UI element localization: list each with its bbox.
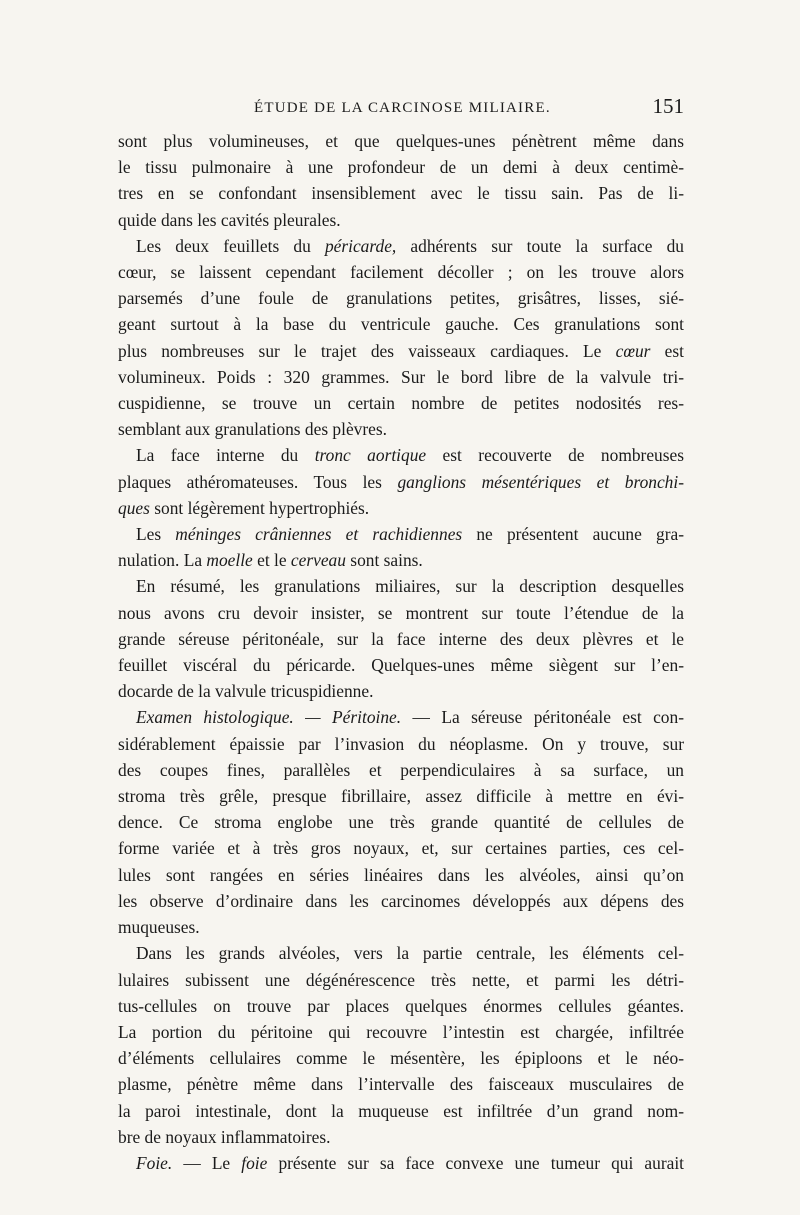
italic-text: moelle [206, 550, 253, 571]
text-run: parsemés d’une foule de granulations petites, grisâtres, lisses, sié- [118, 288, 684, 309]
text-run: quide dans les cavités pleurales. [118, 209, 341, 230]
text-run: Les deux feuillets du [136, 235, 325, 256]
text-run: tres en se confondant insensiblement avec le tissu sain. Pas de li- [118, 183, 684, 204]
text-run: cuspidienne, se trouve un certain nombre de petites nodosités res- [118, 393, 684, 414]
text-line [118, 390, 684, 416]
text-line [118, 180, 684, 206]
text-line [118, 678, 684, 704]
text-run: — Le [172, 1152, 242, 1173]
text-line [118, 573, 684, 599]
text-line [118, 1071, 684, 1097]
text-line [118, 442, 684, 468]
text-line [118, 914, 684, 940]
text-run: lulaires subissent une dégénérescence très nette, et parmi les détri- [118, 969, 684, 990]
text-line [118, 940, 684, 966]
text-run: sont légèrement hypertrophiés. [149, 497, 370, 518]
page-number: 151 [652, 94, 684, 118]
text-run: plasme, pénètre même dans l’intervalle des faisceaux musculaires de [118, 1074, 684, 1095]
text-run: plus nombreuses sur le trajet des vaisseaux cardiaques. Le [118, 340, 616, 361]
text-run: feuillet viscéral du péricarde. Quelques-unes même siègent sur l’en- [118, 655, 684, 676]
text-run: La face interne du [136, 445, 315, 466]
text-line [118, 731, 684, 757]
text-run: En résumé, les granulations miliaires, sur la description desquelles [136, 576, 684, 597]
text-run: Dans les grands alvéoles, vers la partie centrale, les éléments cel- [136, 943, 684, 964]
italic-text: cœur [615, 340, 651, 361]
text-line [118, 626, 684, 652]
page-header [118, 96, 684, 126]
text-line [118, 495, 684, 521]
text-run: stroma très grêle, presque fibrillaire, assez difficile à mettre en évi- [118, 786, 684, 807]
text-run: volumineux. Poids : 320 grammes. Sur le bord libre de la valvule tri- [118, 366, 684, 387]
text-line [118, 547, 684, 573]
italic-text: foie [241, 1152, 268, 1173]
text-run: bre de noyaux inflammatoires. [118, 1126, 331, 1147]
text-line [118, 207, 684, 233]
italic-text: Examen histologique. — Péritoine. [136, 707, 402, 728]
italic-text: péricarde, [324, 235, 397, 256]
text-line [118, 1098, 684, 1124]
text-line [118, 338, 684, 364]
italic-text: Foie. [136, 1152, 173, 1173]
text-run: La portion du péritoine qui recouvre l’intestin est chargée, infiltrée [118, 1021, 684, 1042]
text-run: semblant aux granulations des plèvres. [118, 419, 388, 440]
text-run: la paroi intestinale, dont la muqueuse est infiltrée d’un grand nom- [118, 1100, 684, 1121]
text-line [118, 809, 684, 835]
running-title: ÉTUDE DE LA CARCINOSE MILIAIRE. [254, 100, 551, 116]
text-run: est [650, 340, 684, 361]
text-line [118, 652, 684, 678]
text-run: nous avons cru devoir insister, se montrent sur toute l’étendue de la [118, 602, 684, 623]
text-run: plaques athéromateuses. Tous les [118, 471, 398, 492]
text-run: présente sur sa face convexe une tumeur qui aurait [267, 1152, 685, 1173]
text-line [118, 259, 684, 285]
text-line [118, 128, 684, 154]
italic-text: ganglions mésentériques et bronchi- [397, 471, 684, 492]
text-line [118, 233, 684, 259]
italic-text: cerveau [290, 550, 346, 571]
italic-text: tronc aortique [314, 445, 427, 466]
italic-text: ques [118, 497, 150, 518]
text-line [118, 364, 684, 390]
text-run: forme variée et à très gros noyaux, et, sur certaines parties, ces cel- [118, 838, 684, 859]
text-line [118, 704, 684, 730]
text-run: docarde de la valvule tricuspidienne. [118, 681, 374, 702]
text-line [118, 416, 684, 442]
text-line [118, 967, 684, 993]
text-run: nulation. La [118, 550, 207, 571]
text-line [118, 835, 684, 861]
text-line [118, 993, 684, 1019]
italic-text: méninges crâniennes et rachidiennes [175, 524, 463, 545]
text-line [118, 757, 684, 783]
text-run: cœur, se laissent cependant facilement décoller ; on les trouve alors [118, 262, 684, 283]
text-line [118, 1150, 684, 1176]
text-line [118, 521, 684, 547]
text-run: sont sains. [345, 550, 423, 571]
text-run: geant surtout à la base du ventricule gauche. Ces granulations sont [118, 314, 684, 335]
text-line [118, 862, 684, 888]
text-line [118, 783, 684, 809]
text-run: ne présentent aucune gra- [462, 524, 684, 545]
text-line [118, 1045, 684, 1071]
text-line [118, 285, 684, 311]
text-run: d’éléments cellulaires comme le mésentère, les épiploons et le néo- [118, 1048, 684, 1069]
text-line [118, 469, 684, 495]
text-run: les observe d’ordinaire dans les carcinomes développés aux dépens des [118, 890, 684, 911]
text-line [118, 1019, 684, 1045]
text-run: tus-cellules on trouve par places quelques énormes cellules géantes. [118, 995, 684, 1016]
text-run: est recouverte de nombreuses [426, 445, 684, 466]
text-line [118, 1124, 684, 1150]
text-run: dence. Ce stroma englobe une très grande quantité de cellules de [118, 812, 684, 833]
text-run: Les [136, 524, 176, 545]
text-run: sont plus volumineuses, et que quelques-unes pénètrent même dans [118, 131, 684, 151]
text-run: le tissu pulmonaire à une profondeur de un demi à deux centimè- [118, 157, 684, 178]
text-run: grande séreuse péritonéale, sur la face interne des deux plèvres et le [118, 628, 684, 649]
text-run: adhérents sur toute la surface du [396, 235, 685, 256]
body-text [118, 128, 684, 1176]
text-run: lules sont rangées en séries linéaires dans les alvéoles, ainsi qu’on [118, 864, 684, 885]
text-line [118, 888, 684, 914]
text-line [118, 311, 684, 337]
text-run: et le [252, 550, 291, 571]
text-run: sidérablement épaissie par l’invasion du néoplasme. On y trouve, sur [118, 733, 684, 754]
text-line [118, 600, 684, 626]
text-run: muqueuses. [118, 917, 200, 938]
text-run: — La séreuse péritonéale est con- [401, 707, 684, 728]
text-run: des coupes fines, parallèles et perpendiculaires à sa surface, un [118, 759, 684, 780]
text-line [118, 154, 684, 180]
